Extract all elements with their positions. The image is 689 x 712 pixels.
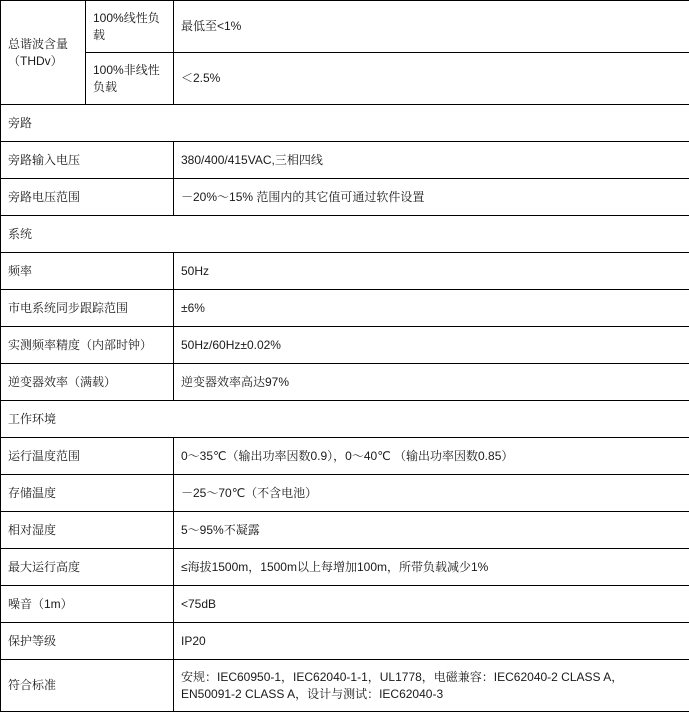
table-row bbox=[1, 253, 689, 290]
table-row bbox=[1, 623, 689, 660]
row-value-standards bbox=[174, 660, 689, 712]
row-value-line: EN50091-2 CLASS A，设计与测试：IEC62040-3 bbox=[181, 686, 683, 703]
table-row bbox=[1, 438, 689, 475]
row-value-protection-class: IP20 bbox=[174, 623, 689, 660]
table-row bbox=[1, 586, 689, 623]
row-label-bypass-voltage-range: 旁路电压范围 bbox=[1, 179, 174, 216]
row-value-max-altitude: ≤海拔1500m，1500m以上每增加100m，所带负载减少1% bbox=[174, 549, 689, 586]
row-condition-linear bbox=[86, 1, 174, 53]
row-label-protection-class: 保护等级 bbox=[1, 623, 174, 660]
row-label-standards: 符合标准 bbox=[1, 660, 174, 712]
section-header-system: 系统 bbox=[1, 216, 689, 253]
row-label-noise: 噪音（1m） bbox=[1, 586, 174, 623]
row-condition-line: 100%线性负 bbox=[93, 10, 167, 27]
row-label-thd bbox=[1, 1, 86, 105]
row-value-sync-range: ±6% bbox=[174, 290, 689, 327]
table-row bbox=[1, 475, 689, 512]
table-row bbox=[1, 512, 689, 549]
row-condition-line: 100%非线性 bbox=[93, 62, 167, 79]
row-label-inverter-efficiency: 逆变器效率（满载） bbox=[1, 364, 174, 401]
row-value-noise: <75dB bbox=[174, 586, 689, 623]
section-header-environment: 工作环境 bbox=[1, 401, 689, 438]
row-value-relative-humidity: 5～95%不凝露 bbox=[174, 512, 689, 549]
row-value-line: 安规：IEC60950-1，IEC62040-1-1，UL1778，电磁兼容：IEC62040-2 CLASS A， bbox=[181, 669, 683, 686]
row-label-relative-humidity: 相对湿度 bbox=[1, 512, 174, 549]
row-condition-line: 载 bbox=[93, 27, 167, 44]
row-value-bypass-input-voltage: 380/400/415VAC,三相四线 bbox=[174, 142, 689, 179]
table-row bbox=[1, 1, 689, 53]
row-condition-nonlinear bbox=[86, 53, 174, 105]
row-label-line: 总谐波含量 bbox=[8, 36, 79, 53]
row-value-operating-temperature: 0～35℃（输出功率因数0.9），0～40℃ （输出功率因数0.85） bbox=[174, 438, 689, 475]
row-value-bypass-voltage-range: －20%～15% 范围内的其它值可通过软件设置 bbox=[174, 179, 689, 216]
table-row bbox=[1, 142, 689, 179]
row-value-inverter-efficiency: 逆变器效率高达97% bbox=[174, 364, 689, 401]
table-section-row bbox=[1, 401, 689, 438]
row-condition-line: 负载 bbox=[93, 79, 167, 96]
row-label-sync-range: 市电系统同步跟踪范围 bbox=[1, 290, 174, 327]
table-section-row bbox=[1, 105, 689, 142]
row-label-operating-temperature: 运行温度范围 bbox=[1, 438, 174, 475]
row-label-max-altitude: 最大运行高度 bbox=[1, 549, 174, 586]
section-header-bypass: 旁路 bbox=[1, 105, 689, 142]
row-label-bypass-input-voltage: 旁路输入电压 bbox=[1, 142, 174, 179]
table-row bbox=[1, 179, 689, 216]
row-value-linear: 最低至<1% bbox=[174, 1, 689, 53]
table-row bbox=[1, 549, 689, 586]
row-label-frequency: 频率 bbox=[1, 253, 174, 290]
table-row bbox=[1, 290, 689, 327]
row-label-storage-temperature: 存储温度 bbox=[1, 475, 174, 512]
table-row bbox=[1, 53, 689, 105]
row-value-storage-temperature: －25～70℃（不含电池） bbox=[174, 475, 689, 512]
row-label-frequency-accuracy: 实测频率精度（内部时钟） bbox=[1, 327, 174, 364]
table-row bbox=[1, 327, 689, 364]
table-section-row bbox=[1, 216, 689, 253]
row-value-frequency-accuracy: 50Hz/60Hz±0.02% bbox=[174, 327, 689, 364]
table-row bbox=[1, 660, 689, 712]
row-value-frequency: 50Hz bbox=[174, 253, 689, 290]
table-row bbox=[1, 364, 689, 401]
row-label-line: （THDv） bbox=[8, 53, 79, 70]
row-value-nonlinear: ＜2.5% bbox=[174, 53, 689, 105]
